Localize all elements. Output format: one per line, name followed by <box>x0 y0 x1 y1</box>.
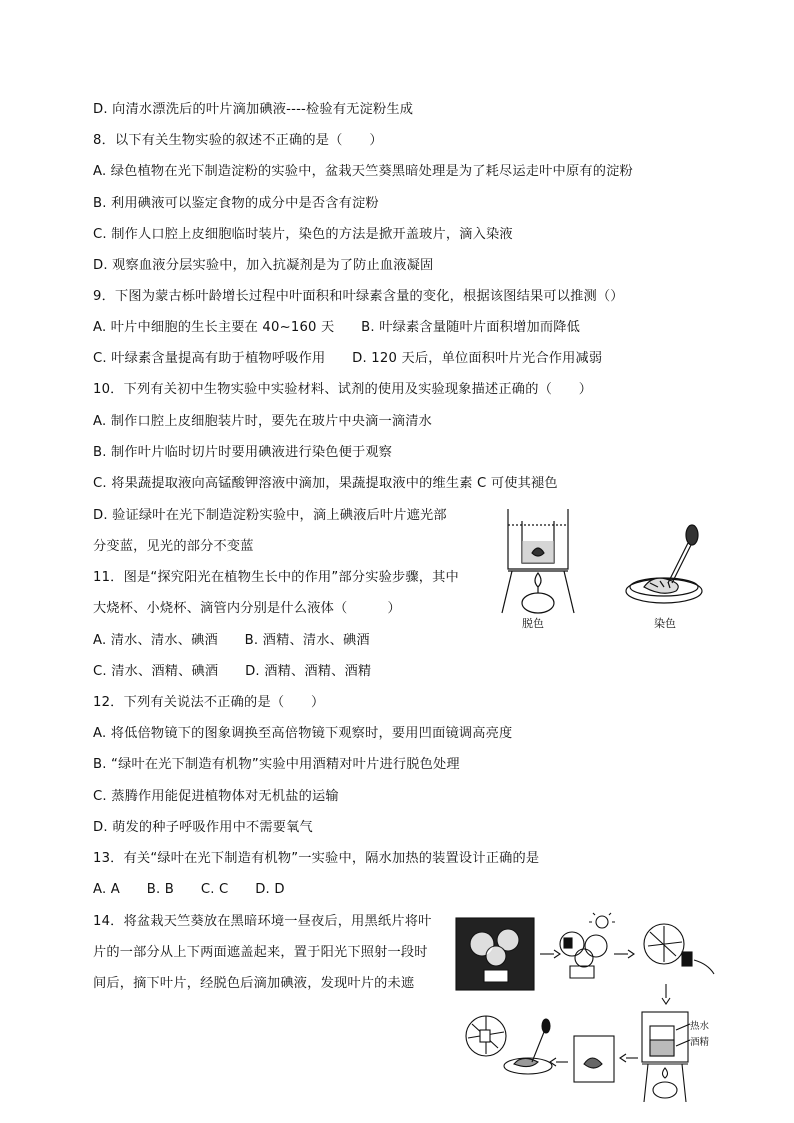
question-8-option-a: A. 绿色植物在光下制造淀粉的实验中，盆栽天竺葵黑暗处理是为了耗尽运走叶中原有的淀粉 <box>93 164 633 179</box>
question-9-stem: 9．下图为蒙古栎叶龄增长过程中叶面积和叶绿素含量的变化，根据该图结果可以推测（） <box>93 289 624 304</box>
question-12-option-b: B. “绿叶在光下制造有机物”实验中用酒精对叶片进行脱色处理 <box>93 757 460 772</box>
question-12-option-c: C. 蒸腾作用能促进植物体对无机盐的运输 <box>93 789 339 804</box>
question-9-options-ab: A. 叶片中细胞的生长主要在 40~160 天 B. 叶绿素含量随叶片面积增加而降低 <box>93 320 581 335</box>
question-13-options: A. A B. B C. C D. D <box>93 882 285 897</box>
question-10-option-c: C. 将果蔬提取液向高锰酸钾溶液中滴加，果蔬提取液中的维生素 C 可使其褪色 <box>93 476 558 491</box>
question-14-stem: 14．将盆栽天竺葵放在黑暗环境一昼夜后，用黑纸片将叶 <box>93 914 432 929</box>
question-14-stem-cont: 片的一部分从上下两面遮盖起来，置于阳光下照射一段时 <box>93 945 428 960</box>
question-8-stem: 8．以下有关生物实验的叙述不正确的是（ ） <box>93 133 383 148</box>
question-8-option-b: B. 利用碘液可以鉴定食物的成分中是否含有淀粉 <box>93 196 379 211</box>
question-12-option-d: D. 萌发的种子呼吸作用中不需要氧气 <box>93 820 313 835</box>
label-hot-water: 热水 <box>690 1021 710 1032</box>
question-8-option-d: D. 观察血液分层实验中，加入抗凝剂是为了防止血液凝固 <box>93 258 434 273</box>
question-10-option-b: B. 制作叶片临时切片时要用碘液进行染色便于观察 <box>93 445 393 460</box>
question-11-options-ab: A. 清水、清水、碘酒 B. 酒精、清水、碘酒 <box>93 633 370 648</box>
caption-decolor: 脱色 <box>522 617 544 630</box>
question-11-stem: 11．图是“探究阳光在植物生长中的作用”部分实验步骤，其中 <box>93 570 459 585</box>
question-9-options-cd: C. 叶绿素含量提高有助于植物呼吸作用 D. 120 天后，单位面积叶片光合作用减弱 <box>93 351 603 366</box>
question-10-option-a: A. 制作口腔上皮细胞装片时，要先在玻片中央滴一滴清水 <box>93 414 433 429</box>
figure-14 <box>454 912 726 1112</box>
experiment-steps-illustration <box>454 912 726 1112</box>
question-10-option-d-cont: 分变蓝，见光的部分不变蓝 <box>93 539 254 554</box>
question-11-stem-cont: 大烧杯、小烧杯、滴管内分别是什么液体（ ） <box>93 601 401 616</box>
text-line: D. 向清水漂洗后的叶片滴加碘液----检验有无淀粉生成 <box>93 102 414 117</box>
question-11-options-cd: C. 清水、酒精、碘酒 D. 酒精、酒精、酒精 <box>93 664 372 679</box>
decolor-stain-illustration <box>494 503 714 633</box>
question-12-option-a: A. 将低倍物镜下的图象调换至高倍物镜下观察时，要用凹面镜调高亮度 <box>93 726 513 741</box>
caption-stain: 染色 <box>654 617 676 630</box>
question-10-option-d: D. 验证绿叶在光下制造淀粉实验中，滴上碘液后叶片遮光部 <box>93 508 447 523</box>
question-13-stem: 13．有关“绿叶在光下制造有机物”一实验中，隔水加热的装置设计正确的是 <box>93 851 540 866</box>
question-10-stem: 10．下列有关初中生物实验中实验材料、试剂的使用及实验现象描述正确的（ ） <box>93 382 593 397</box>
question-12-stem: 12．下列有关说法不正确的是（ ） <box>93 695 325 710</box>
question-8-option-c: C. 制作人口腔上皮细胞临时装片，染色的方法是掀开盖玻片，滴入染液 <box>93 227 513 242</box>
label-alcohol: 酒精 <box>690 1037 710 1048</box>
question-14-stem-cont: 间后，摘下叶片，经脱色后滴加碘液，发现叶片的未遮 <box>93 976 415 991</box>
figure-11 <box>494 503 714 633</box>
